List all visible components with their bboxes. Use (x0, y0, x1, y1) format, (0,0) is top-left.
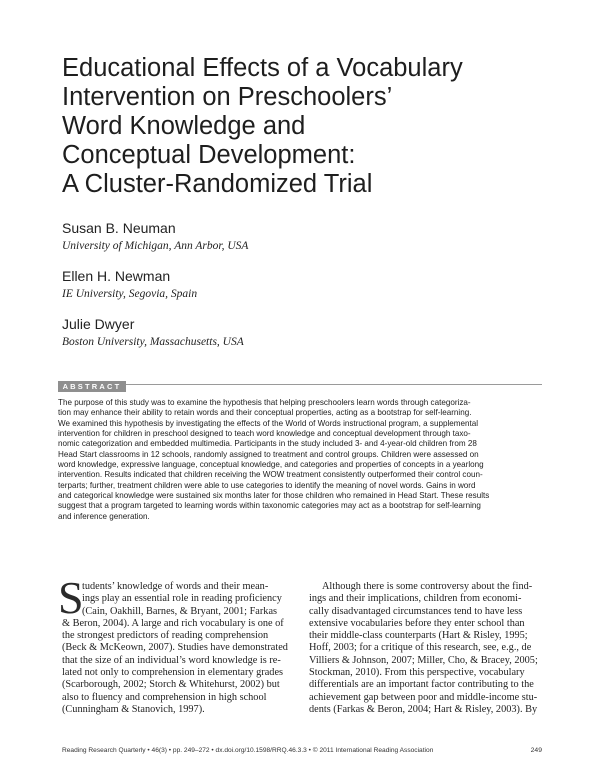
body-column-right (309, 581, 539, 716)
author-name: Ellen H. Newman (62, 268, 171, 284)
abstract-line: and inference generation. (58, 511, 150, 521)
abstract-label: ABSTRACT (58, 381, 126, 392)
abstract-line: intervention. Results indicated that children receiving the WOW treatment consistently outperformed their control coun- (58, 470, 483, 480)
body-line: dents (Farkas & Beron, 2004; Hart & Risley, 2003). By (309, 703, 538, 715)
page-number: 249 (530, 747, 542, 754)
body-line: Hoff, 2003; for a critique of this research, see, e.g., de (309, 642, 532, 654)
author-affiliation: University of Michigan, Ann Arbor, USA (62, 240, 249, 252)
author-block (62, 268, 197, 302)
body-line: their middle-class counterparts (Hart & Risley, 1995; (309, 630, 528, 642)
body-line: tudents’ knowledge of words and their mean- (82, 581, 269, 592)
abstract-line: We examined this hypothesis by investigating the effects of the World of Words instructional program, a supplemental (58, 418, 479, 428)
body-line: Although there is some controversy about the find- (322, 581, 533, 592)
abstract-text (58, 398, 542, 522)
author-affiliation: Boston University, Massachusetts, USA (62, 336, 244, 348)
author-block (62, 220, 248, 254)
author-name: Susan B. Neuman (62, 220, 176, 236)
title-line: Educational Effects of a Vocabulary (62, 54, 463, 82)
title-line: Conceptual Development: (62, 141, 356, 169)
body-line: Stockman, 2010). From this perspective, vocabulary (309, 667, 525, 679)
abstract-line: nomic categorization and embedded multimedia. Participants in the study included 3- and 4-year-old children from 28 (58, 439, 477, 449)
body-line: ings play an essential role in reading proficiency (82, 593, 282, 605)
author-name: Julie Dwyer (62, 316, 135, 332)
article-title (62, 54, 542, 199)
title-line: Word Knowledge and (62, 112, 306, 140)
abstract-line: The purpose of this study was to examine the hypothesis that helping preschoolers learn words through categoriza- (58, 398, 471, 407)
body-line: (Beck & McKeown, 2007). Studies have demonstrated (62, 642, 288, 654)
abstract-line: suggest that a program targeted to learning words within taxonomic categories may act as a bootstrap for self-learning (58, 501, 481, 511)
body-line: the strongest predictors of reading comprehension (62, 630, 269, 642)
journal-citation-footer: Reading Research Quarterly • 46(3) • pp. 249–272 • dx.doi.org/10.1598/RRQ.46.3.3 • © 2011 International Reading Association (62, 747, 434, 754)
author-affiliation: IE University, Segovia, Spain (62, 288, 198, 300)
body-line: differentials are an important factor contributing to the (309, 679, 534, 691)
body-line: ings and their implications, children from economi- (309, 593, 522, 605)
title-line: Intervention on Preschoolers’ (62, 83, 393, 111)
title-line: A Cluster-Randomized Trial (62, 170, 373, 198)
author-block (62, 316, 244, 350)
body-line: also to fluency and comprehension in high school (62, 691, 267, 703)
body-line: cally disadvantaged circumstances tend to have less (309, 605, 523, 617)
abstract-line: tion may enhance their ability to retain words and their conceptual properties, acting as a bootstrap for self-learning. (58, 408, 472, 418)
drop-cap: S (58, 572, 84, 623)
body-line: lated not only to comprehension in elementary grades (62, 667, 284, 679)
body-line: (Scarborough, 2002; Storch & Whitehurst, 2002) but (62, 679, 280, 691)
abstract-line: Head Start classrooms in 12 schools, randomly assigned to treatment and control groups. Children were assessed on (58, 449, 479, 459)
body-column-left (62, 581, 292, 716)
body-line: achievement gap between poor and middle-income stu- (309, 691, 538, 703)
abstract-line: and categorical knowledge were sustained six months later for those children who remained in Head Start. These results (58, 491, 490, 501)
body-line: (Cunningham & Stanovich, 1997). (62, 703, 205, 715)
abstract-line: terparts; further, treatment children were able to use categories to identify the meaning of novel words. Gains in word (58, 480, 476, 490)
body-line: that the size of an individual’s word knowledge is re- (62, 654, 281, 666)
body-line: extensive vocabularies before they enter school than (309, 617, 525, 629)
abstract-line: word knowledge, expressive language, conceptual knowledge, and categories and properties of concepts in a yearlong (58, 460, 484, 470)
body-line: & Beron, 2004). A large and rich vocabulary is one of (62, 617, 284, 629)
body-line: (Cain, Oakhill, Barnes, & Bryant, 2001; Farkas (82, 605, 278, 617)
abstract-divider (58, 384, 542, 385)
body-line: Villiers & Johnson, 2007; Miller, Cho, & Bracey, 2005; (309, 654, 538, 666)
abstract-line: intervention for children in preschool designed to teach word knowledge and conceptual development through taxo- (58, 429, 471, 439)
